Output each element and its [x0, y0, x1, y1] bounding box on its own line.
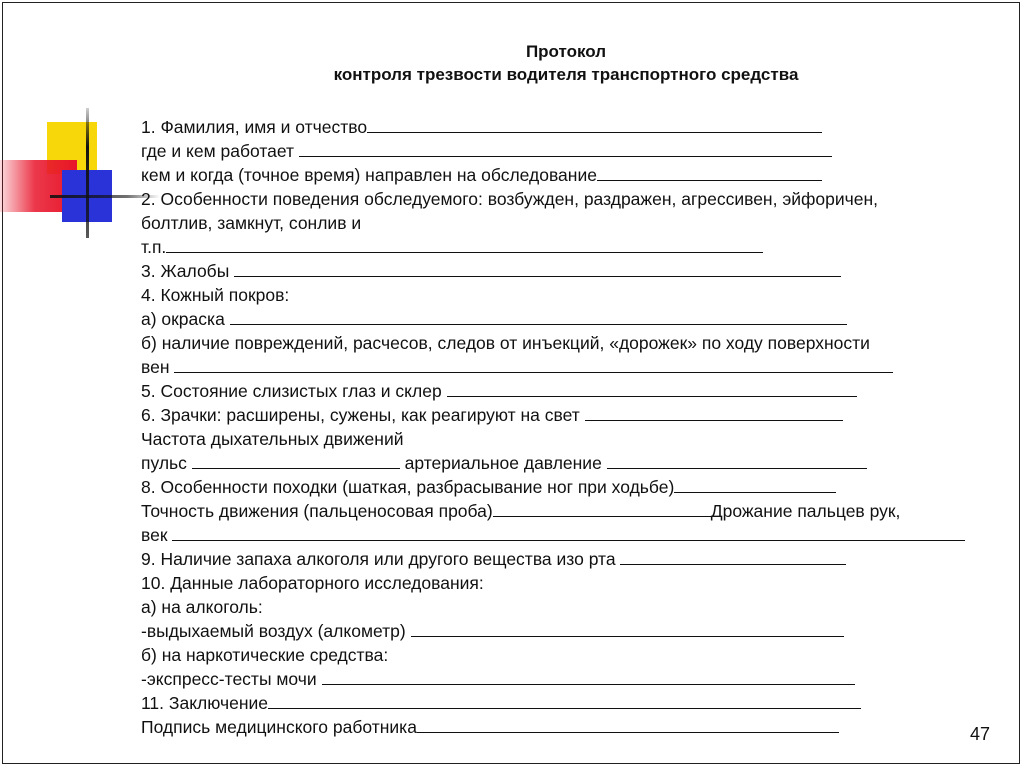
- form-line-lab: [141, 571, 991, 595]
- form-line-complaints: [141, 259, 991, 283]
- form-line-pulse: [141, 451, 991, 475]
- field-behavior[interactable]: [166, 237, 763, 253]
- form-line-signature: [141, 715, 991, 739]
- form-line-smell: [141, 547, 991, 571]
- protocol-form: [141, 115, 991, 739]
- label-conclusion: 11. Заключение: [141, 693, 269, 713]
- field-pupils[interactable]: [585, 405, 843, 421]
- form-line-veins: [141, 355, 991, 379]
- label-lab: 10. Данные лабораторного исследования:: [141, 573, 484, 593]
- form-line-mucous: [141, 379, 991, 403]
- form-line-fio: [141, 115, 991, 139]
- label-urine: -экспресс-тесты мочи: [141, 669, 322, 689]
- field-pressure[interactable]: [607, 453, 867, 469]
- label-behavior-cont: болтлив, замкнут, сонлив и: [141, 213, 362, 233]
- label-breath: -выдыхаемый воздух (алкометр): [141, 621, 411, 641]
- label-pressure: артериальное давление: [399, 453, 607, 473]
- label-eyelids: век: [141, 525, 173, 545]
- form-line-conclusion: [141, 691, 991, 715]
- field-damage[interactable]: [174, 357, 893, 373]
- field-coordination[interactable]: [493, 501, 711, 517]
- form-line-behavior-cont: [141, 211, 991, 235]
- vertical-line: [86, 108, 89, 238]
- field-conclusion[interactable]: [268, 693, 861, 709]
- form-line-etc: [141, 235, 991, 259]
- form-line-drugs: [141, 643, 991, 667]
- field-breath[interactable]: [411, 621, 844, 637]
- form-line-damage: [141, 331, 991, 355]
- form-line-breathing: [141, 427, 991, 451]
- field-tremor[interactable]: [172, 525, 965, 541]
- label-pupils: 6. Зрачки: расширены, сужены, как реагируют на свет: [141, 405, 585, 425]
- form-line-skin: [141, 283, 991, 307]
- label-gait: 8. Особенности походки (шаткая, разбрасывание ног при ходьбе): [141, 477, 675, 497]
- form-line-behavior: [141, 187, 991, 211]
- label-work: где и кем работает: [141, 141, 299, 161]
- label-signature: Подпись медицинского работника: [141, 717, 417, 737]
- form-line-urine: [141, 667, 991, 691]
- label-fio: 1. Фамилия, имя и отчество: [141, 117, 368, 137]
- field-smell[interactable]: [620, 549, 846, 565]
- label-smell: 9. Наличие запаха алкоголя или другого вещества изо рта: [141, 549, 621, 569]
- label-damage: б) наличие повреждений, расчесов, следов от инъекций, «дорожек» по ходу поверхности: [141, 333, 870, 353]
- form-line-pupils: [141, 403, 991, 427]
- label-veins: вен: [141, 357, 175, 377]
- label-coordination: Точность движения (пальценосовая проба): [141, 501, 493, 521]
- label-referral: кем и когда (точное время) направлен на обследование: [141, 165, 597, 185]
- label-etc: т.п.: [141, 237, 167, 257]
- field-work[interactable]: [299, 141, 832, 157]
- field-signature[interactable]: [417, 717, 839, 733]
- form-line-work: [141, 139, 991, 163]
- label-behavior: 2. Особенности поведения обследуемого: возбужден, раздражен, агрессивен, эйфоричен,: [141, 189, 879, 209]
- label-tremor: Дрожание пальцев рук,: [710, 501, 901, 521]
- form-line-gait: [141, 475, 991, 499]
- field-referral[interactable]: [597, 165, 822, 181]
- field-color[interactable]: [230, 309, 847, 325]
- label-mucous: 5. Состояние слизистых глаз и склер: [141, 381, 447, 401]
- form-line-breath: [141, 619, 991, 643]
- field-urine[interactable]: [322, 669, 855, 685]
- label-breathing: Частота дыхательных движений: [141, 429, 404, 449]
- form-line-coordination: [141, 499, 991, 523]
- form-line-referral: [141, 163, 991, 187]
- field-complaints[interactable]: [234, 261, 841, 277]
- label-skin: 4. Кожный покров:: [141, 285, 290, 305]
- form-line-eyelids: [141, 523, 991, 547]
- label-alcohol: а) на алкоголь:: [141, 597, 263, 617]
- field-pulse[interactable]: [192, 453, 400, 469]
- label-color: а) окраска: [141, 309, 230, 329]
- field-mucous[interactable]: [447, 381, 857, 397]
- label-pulse: пульс: [141, 453, 192, 473]
- field-gait[interactable]: [674, 477, 836, 493]
- form-line-alcohol: [141, 595, 991, 619]
- document-subtitle: контроля трезвости водителя транспортного средства: [333, 65, 799, 84]
- document-title: Протокол: [525, 42, 607, 61]
- field-fio[interactable]: [367, 117, 822, 133]
- label-complaints: 3. Жалобы: [141, 261, 235, 281]
- label-drugs: б) на наркотические средства:: [141, 645, 389, 665]
- page-number: 47: [970, 724, 991, 744]
- form-line-color: [141, 307, 991, 331]
